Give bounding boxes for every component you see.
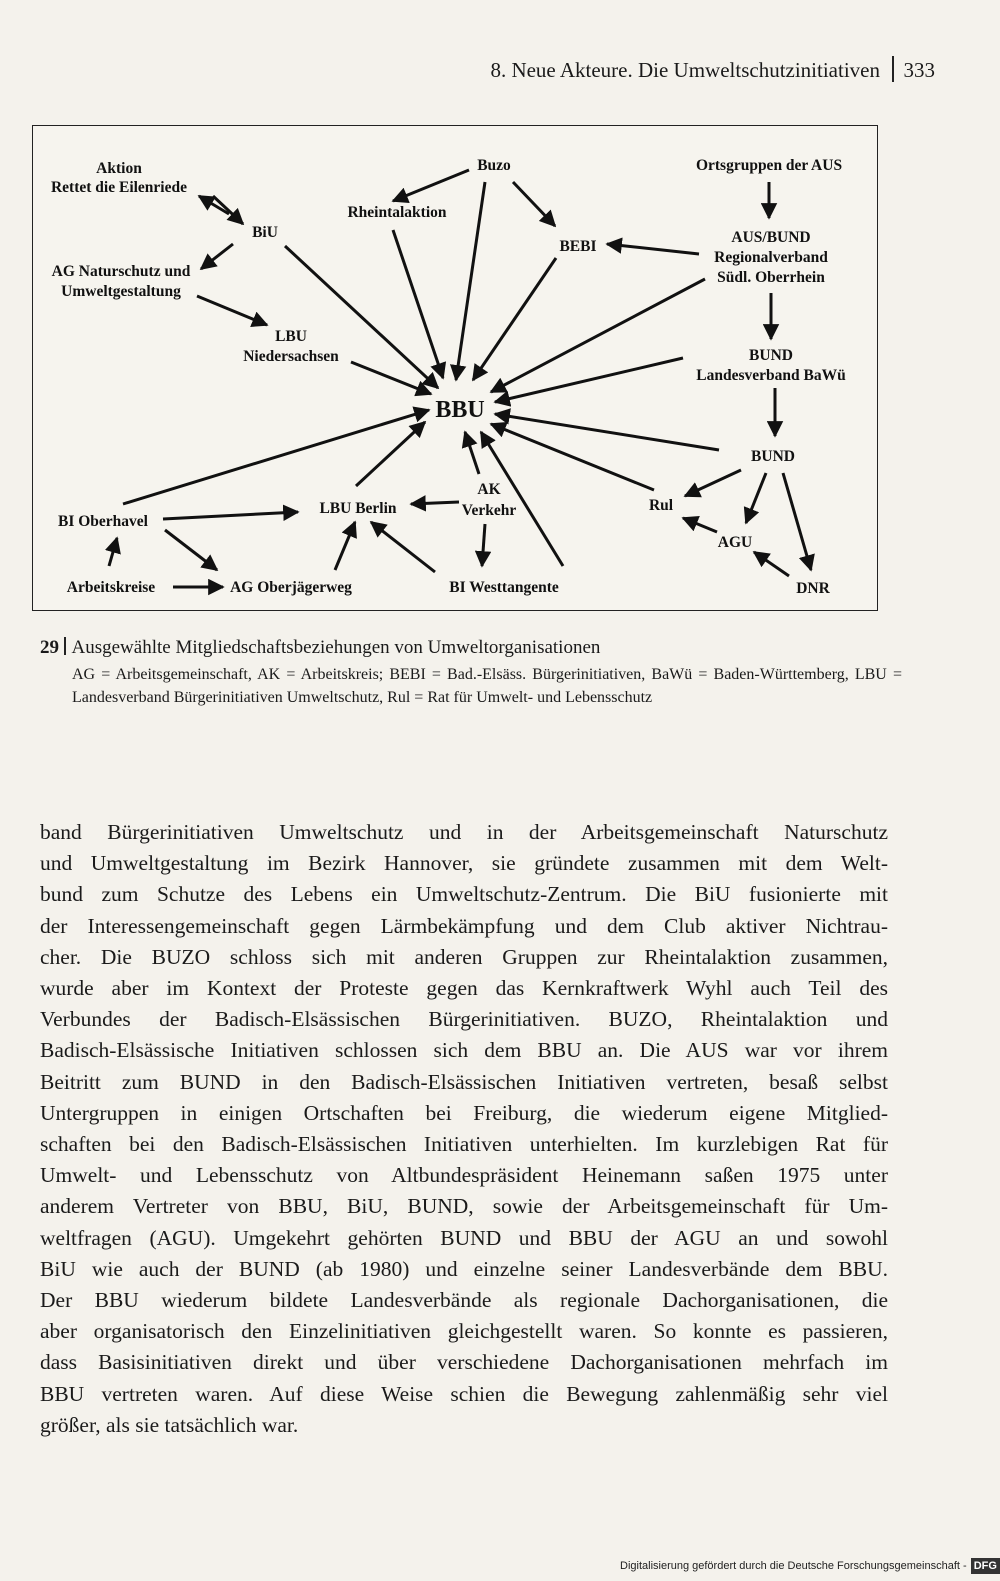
edge-arbeitskreise-bioberhavel — [109, 538, 117, 566]
node-ag-oberjaegerweg: AG Oberjägerweg — [230, 579, 352, 596]
edge-rheintal-bbu — [393, 230, 443, 378]
svg-text:AUS/BUND: AUS/BUND — [731, 229, 811, 246]
diagram-svg — [33, 126, 879, 612]
edge-bundbw-bbu — [495, 358, 683, 402]
node-ak-verkehr — [462, 481, 517, 519]
edge-bioberhavel-bbu — [123, 410, 429, 504]
caption-legend: AG = Arbeitsgemeinschaft, AK = Arbeitskreis; BEBI = Bad.-Elsäss. Bürgerinitiativen, BaWü = Baden-Württemberg, LBU = Landesverband Bürgerinitiativen Umweltschutz, Rul = Rat für Umwelt- und Lebensschutz — [72, 666, 902, 706]
edge-agoberj-lbuberlin — [335, 522, 355, 570]
edge-biwest-lbuberlin — [371, 522, 435, 572]
edge-ak-lbuberlin — [411, 502, 459, 504]
node-bund-bawue — [696, 347, 846, 384]
chapter-title: 8. Neue Akteure. Die Umweltschutzinitiativen — [490, 58, 880, 82]
edge-bund-agu — [746, 473, 766, 523]
body-line: cher. Die BUZO schloss sich mit anderen Gruppen zur Rheintalaktion zusammen, — [40, 944, 888, 969]
figure-caption — [40, 636, 900, 709]
running-header — [0, 56, 935, 83]
svg-text:Niedersachsen: Niedersachsen — [243, 348, 339, 365]
edge-agu-rul — [683, 518, 717, 532]
edge-dnr-agu — [754, 552, 789, 576]
body-line: BiU wie auch der BUND (ab 1980) und einzelne seiner Landesverbände dem BBU. — [40, 1256, 888, 1281]
body-line: Umwelt- und Lebensschutz von Altbundespräsident Heinemann saßen 1975 unter — [40, 1163, 888, 1188]
edge-buzo-bbu — [456, 182, 485, 380]
edge-agnatur-lbunds — [197, 296, 267, 325]
body-paragraph — [40, 817, 888, 1441]
svg-text:BUND: BUND — [749, 347, 793, 364]
svg-text:Aktion: Aktion — [96, 160, 142, 177]
node-bi-westtangente: BI Westtangente — [449, 579, 559, 596]
node-arbeitskreise: Arbeitskreise — [66, 579, 156, 596]
edge-buzo-bebi — [513, 182, 555, 226]
node-bbu: BBU — [435, 397, 485, 423]
edge-bund-rul — [685, 470, 741, 496]
svg-text:AG Naturschutz und: AG Naturschutz und — [51, 263, 191, 280]
dfg-logo: DFG — [971, 1558, 1000, 1574]
edge-buzo-rheintal — [393, 170, 469, 201]
body-line: wurde aber im Kontext der Proteste gegen das Kernkraftwerk Wyhl auch Teil des — [40, 976, 888, 1001]
node-buzo: Buzo — [477, 157, 511, 174]
body-line: Untergruppen in einigen Ortschaften bei Freiburg, die wiederum eigene Mitglied- — [40, 1100, 888, 1125]
edge-ak-biwest — [482, 524, 485, 566]
node-aktion — [51, 160, 187, 196]
edge-lbunds-bbu — [351, 362, 431, 394]
edge-bioberhavel-agoberj — [165, 530, 217, 570]
body-line: schaften bei den Badisch-Elsässischen Initiativen unterhielten. Im kurzlebigen Rat für — [40, 1132, 888, 1157]
node-lbu-berlin: LBU Berlin — [319, 500, 397, 517]
body-line: weltfragen (AGU). Umgekehrt gehörten BUND und BBU der AGU an und sowohl — [40, 1225, 888, 1250]
edge-aus-bebi — [607, 244, 699, 254]
body-line: anderem Vertreter von BBU, BiU, BUND, sowie der Arbeitsgemeinschaft für Um- — [40, 1194, 888, 1219]
edge-rul-bbu — [491, 424, 654, 490]
node-ortsgruppen-aus: Ortsgruppen der AUS — [695, 157, 843, 174]
node-bebi: BEBI — [559, 238, 597, 255]
node-bund: BUND — [751, 448, 795, 465]
footer-text: Digitalisierung gefördert durch die Deutsche Forschungsgemeinschaft - — [620, 1560, 967, 1572]
body-line: Badisch-Elsässische Initiativen schlossen sich dem BBU an. Die AUS war vor ihrem — [40, 1038, 888, 1063]
svg-text:Verkehr: Verkehr — [461, 502, 517, 519]
edge-biu-agnatur — [201, 244, 233, 269]
svg-text:Umweltgestaltung: Umweltgestaltung — [61, 283, 181, 300]
edge-aus-bbu — [491, 279, 705, 392]
edge-bund-bbu — [495, 414, 719, 450]
header-separator — [892, 56, 894, 82]
body-line: Verbundes der Badisch-Elsässischen Bürgerinitiativen. BUZO, Rheintalaktion und — [40, 1007, 888, 1032]
body-line: der Interessengemeinschaft gegen Lärmbekämpfung und dem Club aktiver Nichtrau- — [40, 913, 888, 938]
membership-diagram — [32, 125, 878, 611]
body-line: band Bürgerinitiativen Umweltschutz und in der Arbeitsgemeinschaft Naturschutz — [40, 820, 888, 844]
caption-separator — [64, 637, 66, 655]
edge-bioberhavel-lbuberlin — [163, 512, 298, 519]
node-ag-naturschutz — [52, 263, 191, 300]
node-aus-bund — [714, 229, 828, 286]
body-line: aber organisatorisch den Einzelinitiativen gleichgestellt waren. So konnte es passieren, — [40, 1319, 888, 1344]
svg-text:Landesverband BaWü: Landesverband BaWü — [696, 367, 846, 384]
digitization-footer — [620, 1555, 997, 1577]
edge-ak-bbu — [465, 432, 479, 474]
body-line: Der BBU wiederum bildete Landesverbände als regionale Dachorganisationen, die — [40, 1288, 888, 1313]
edge-lbuberlin-bbu — [356, 422, 425, 486]
edge-biwest-bbu — [481, 432, 563, 566]
caption-title: Ausgewählte Mitgliedschaftsbeziehungen von Umweltorganisationen — [71, 637, 601, 658]
body-line: Beitritt zum BUND in den Badisch-Elsässischen Initiativen vertreten, besaß selbst — [40, 1069, 888, 1094]
figure-number: 29 — [40, 637, 59, 658]
edge-bebi-bbu — [473, 258, 556, 380]
edge-aktion-biu — [213, 196, 243, 224]
body-line: und Umweltgestaltung im Bezirk Hannover, sie gründete zusammen mit dem Welt- — [40, 851, 888, 876]
body-line: bund zum Schutze des Lebens ein Umweltschutz-Zentrum. Die BiU fusionierte mit — [40, 882, 888, 907]
node-agu: AGU — [717, 534, 753, 551]
caption-title-line — [40, 636, 900, 660]
svg-text:AK: AK — [477, 481, 501, 498]
svg-text:LBU: LBU — [275, 328, 307, 345]
node-rheintalaktion: Rheintalaktion — [347, 204, 447, 221]
edge-bund-dnr — [783, 473, 811, 570]
body-line: größer, als sie tatsächlich war. — [40, 1412, 299, 1437]
body-line: dass Basisinitiativen direkt und über verschiedene Dachorganisationen mehrfach im — [40, 1350, 888, 1375]
svg-text:Rettet die Eilenriede: Rettet die Eilenriede — [50, 179, 188, 196]
svg-text:Regionalverband: Regionalverband — [714, 249, 828, 266]
node-bi-oberhavel: BI Oberhavel — [58, 513, 148, 530]
node-rul: Rul — [648, 497, 674, 514]
node-biu: BiU — [252, 224, 278, 241]
page-number: 333 — [903, 58, 935, 82]
body-line: BBU vertreten waren. Auf diese Weise schien die Bewegung zahlenmäßig sehr viel — [40, 1381, 888, 1406]
svg-text:Südl. Oberrhein: Südl. Oberrhein — [717, 269, 825, 286]
node-dnr: DNR — [796, 580, 830, 597]
node-lbu-niedersachsen — [243, 328, 339, 365]
